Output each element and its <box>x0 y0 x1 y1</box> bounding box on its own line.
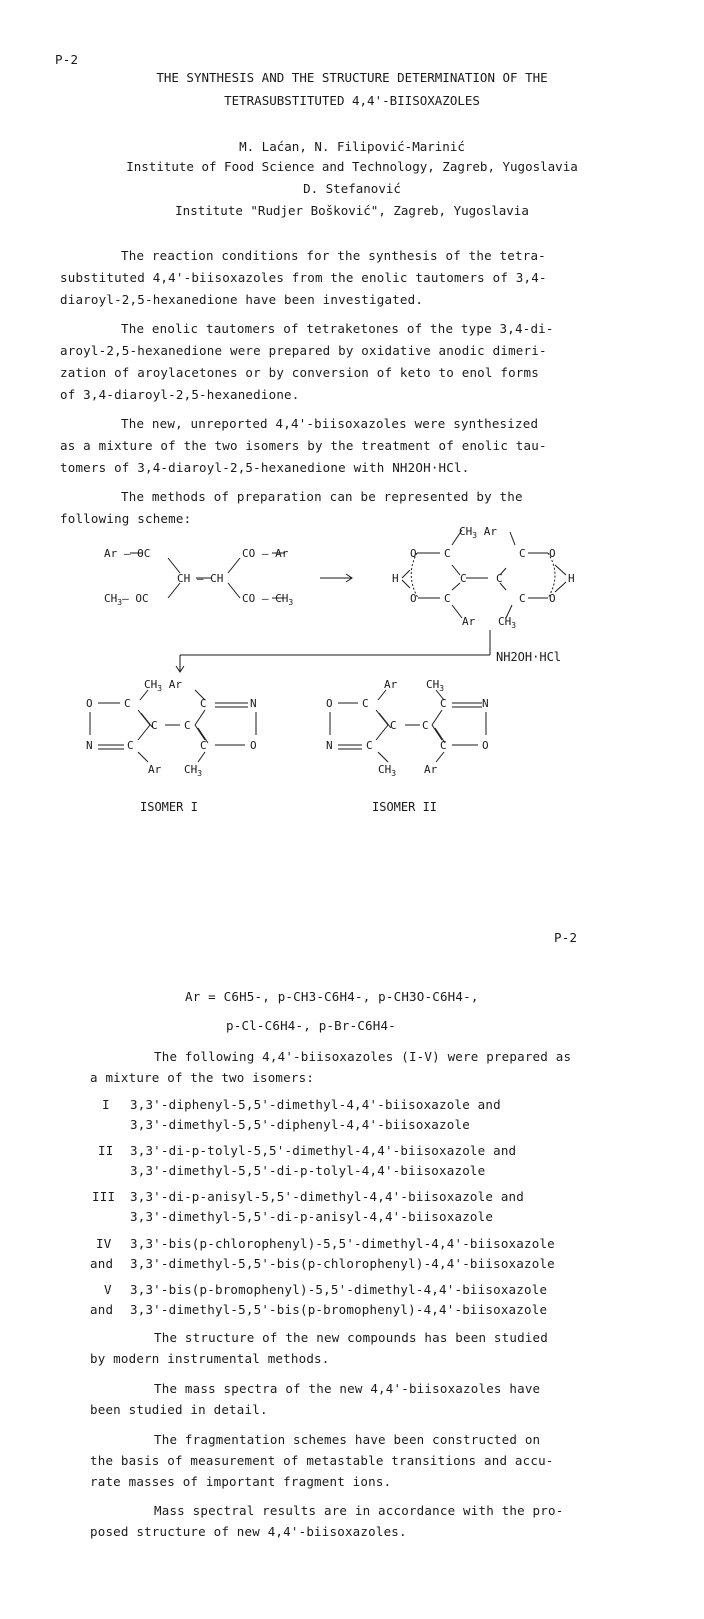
compound-number: II <box>98 1143 114 1158</box>
svg-text:C: C <box>362 697 369 710</box>
compound-line: 3,3'-dimethyl-5,5'-di-p-tolyl-4,4'-biisoxazole <box>130 1163 486 1178</box>
compound-line: 3,3'-bis(p-chlorophenyl)-5,5'-dimethyl-4,4'-biisoxazole <box>130 1236 555 1251</box>
svg-text:O: O <box>326 697 333 710</box>
svg-text:CH3: $CH_3$ <box>498 615 517 630</box>
para7-line: The mass spectra of the new 4,4'-biisoxazoles have <box>154 1381 541 1396</box>
svg-text:O: O <box>250 739 257 752</box>
svg-text:O: O <box>410 592 417 605</box>
para5-line: The following 4,4'-biisoxazoles (I-V) were prepared as <box>154 1049 572 1064</box>
isomer-2-label: ISOMER II <box>372 800 438 814</box>
compound-line: 3,3'-dimethyl-5,5'-bis(p-bromophenyl)-4,4'-biisoxazole <box>130 1302 548 1317</box>
svg-text:C: C <box>390 719 397 732</box>
svg-text:C: C <box>496 572 503 585</box>
para2-line: The enolic tautomers of tetraketones of the type 3,4-di- <box>121 321 554 336</box>
isomer-1-label: ISOMER I <box>140 800 198 814</box>
svg-text:H: H <box>392 572 399 585</box>
compound-line: 3,3'-di-p-anisyl-5,5'-dimethyl-4,4'-biisoxazole and <box>130 1189 525 1204</box>
svg-text:Ar: Ar <box>148 763 162 776</box>
compound-line: 3,3'-dimethyl-5,5'-diphenyl-4,4'-biisoxazole <box>130 1117 470 1132</box>
svg-text:CO – Ar: CO – Ar <box>242 547 289 560</box>
para1-line: substituted 4,4'-biisoxazoles from the enolic tautomers of 3,4- <box>60 270 547 285</box>
svg-text:Ar: Ar <box>462 615 476 628</box>
para2-line: zation of aroylacetones or by conversion of keto to enol forms <box>60 365 539 380</box>
ar-definition-line-2: p-Cl-C6H4-, p-Br-C6H4- <box>226 1018 396 1033</box>
svg-text:N: N <box>326 739 333 752</box>
para3-line: tomers of 3,4-diaroyl-2,5-hexanedione with NH2OH·HCl. <box>60 460 470 475</box>
svg-text:C: C <box>200 697 207 710</box>
compound-number: I <box>102 1097 110 1112</box>
para8-line: the basis of measurement of metastable transitions and accu- <box>90 1453 554 1468</box>
para2-line: aroyl-2,5-hexanedione were prepared by oxidative anodic dimeri- <box>60 343 547 358</box>
title-line-2: TETRASUBSTITUTED 4,4'-BIISOXAZOLES <box>224 93 480 108</box>
compound-connector: and <box>90 1302 114 1317</box>
compound-line: 3,3'-bis(p-bromophenyl)-5,5'-dimethyl-4,4'-biisoxazole <box>130 1282 548 1297</box>
svg-text:CH3: $CH_3$ <box>378 763 397 778</box>
reagent-label: NH2OH·HCl <box>496 650 562 664</box>
compound-number: III <box>92 1189 116 1204</box>
compound-line: 3,3'-dimethyl-5,5'-bis(p-chlorophenyl)-4,4'-biisoxazole <box>130 1256 555 1271</box>
svg-text:Ar: Ar <box>424 763 438 776</box>
compound-number: V <box>104 1282 112 1297</box>
compound-line: 3,3'-diphenyl-5,5'-dimethyl-4,4'-biisoxazole and <box>130 1097 501 1112</box>
svg-text:C: C <box>151 719 158 732</box>
para6-line: The structure of the new compounds has been studied <box>154 1330 549 1345</box>
page-label-top: P-2 <box>55 52 79 67</box>
svg-text:O: O <box>410 547 417 560</box>
reaction-scheme-diagram <box>0 520 704 840</box>
para3-line: as a mixture of the two isomers by the treatment of enolic tau- <box>60 438 547 453</box>
compound-line: 3,3'-di-p-tolyl-5,5'-dimethyl-4,4'-biisoxazole and <box>130 1143 517 1158</box>
para7-line: been studied in detail. <box>90 1402 268 1417</box>
title-line-1: THE SYNTHESIS AND THE STRUCTURE DETERMINATION OF THE <box>156 70 548 85</box>
svg-text:C: C <box>440 697 447 710</box>
para5-line: a mixture of the two isomers: <box>90 1070 315 1085</box>
svg-text:N: N <box>250 697 257 710</box>
para8-line: The fragmentation schemes have been constructed on <box>154 1432 541 1447</box>
para1-line: diaroyl-2,5-hexanedione have been investigated. <box>60 292 424 307</box>
compound-number: IV <box>96 1236 112 1251</box>
svg-text:C: C <box>519 592 526 605</box>
authors-line-1: M. Laćan, N. Filipović-Marinić <box>239 139 465 154</box>
para9-line: posed structure of new 4,4'-biisoxazoles. <box>90 1524 407 1539</box>
svg-text:C: C <box>519 547 526 560</box>
compound-connector: and <box>90 1256 114 1271</box>
svg-text:O: O <box>549 592 556 605</box>
svg-text:CH3: $CH_3$ <box>184 763 203 778</box>
svg-text:CH3– OC: $CH_3-$ OC <box>104 592 149 607</box>
authors-line-2: D. Stefanović <box>303 181 401 196</box>
compound-line: 3,3'-dimethyl-5,5'-di-p-anisyl-4,4'-biisoxazole <box>130 1209 494 1224</box>
svg-text:C: C <box>422 719 429 732</box>
svg-text:N: N <box>482 697 489 710</box>
para4-line: The methods of preparation can be represented by the <box>121 489 523 504</box>
ar-definition-line-1: Ar = C6H5-, p-CH3-C6H4-, p-CH3O-C6H4-, <box>185 989 479 1004</box>
svg-text:C: C <box>444 592 451 605</box>
para1-line: The reaction conditions for the synthesis of the tetra- <box>121 248 546 263</box>
authors-affiliation-1: Institute of Food Science and Technology, Zagreb, Yugoslavia <box>126 159 578 174</box>
svg-text:C: C <box>184 719 191 732</box>
para9-line: Mass spectral results are in accordance with the pro- <box>154 1503 564 1518</box>
svg-text:O: O <box>86 697 93 710</box>
authors-affiliation-2: Institute "Rudjer Bošković", Zagreb, Yugoslavia <box>175 203 529 218</box>
svg-text:C: C <box>366 739 373 752</box>
svg-text:C: C <box>444 547 451 560</box>
svg-text:O: O <box>549 547 556 560</box>
svg-text:CO – CH3: CO – $CH_3$ <box>242 592 294 607</box>
svg-text:CH3 Ar: $CH_3$ Ar <box>459 525 497 540</box>
svg-text:CH3: $CH_3$ <box>426 678 445 693</box>
svg-text:N: N <box>86 739 93 752</box>
para4-line: following scheme: <box>60 511 192 526</box>
page-label-bottom: P-2 <box>554 930 578 945</box>
svg-text:Ar – OC: Ar – OC <box>104 547 151 560</box>
svg-text:Ar: Ar <box>384 678 398 691</box>
svg-text:C: C <box>440 739 447 752</box>
svg-text:H: H <box>568 572 575 585</box>
svg-text:O: O <box>482 739 489 752</box>
para2-line: of 3,4-diaroyl-2,5-hexanedione. <box>60 387 300 402</box>
para8-line: rate masses of important fragment ions. <box>90 1474 392 1489</box>
para6-line: by modern instrumental methods. <box>90 1351 330 1366</box>
svg-text:C: C <box>460 572 467 585</box>
svg-text:C: C <box>200 739 207 752</box>
svg-text:C: C <box>124 697 131 710</box>
svg-text:CH – CH: CH – CH <box>177 572 224 585</box>
svg-text:C: C <box>127 739 134 752</box>
svg-text:CH3 Ar: $CH_3$ Ar <box>144 678 182 693</box>
para3-line: The new, unreported 4,4'-biisoxazoles were synthesized <box>121 416 539 431</box>
